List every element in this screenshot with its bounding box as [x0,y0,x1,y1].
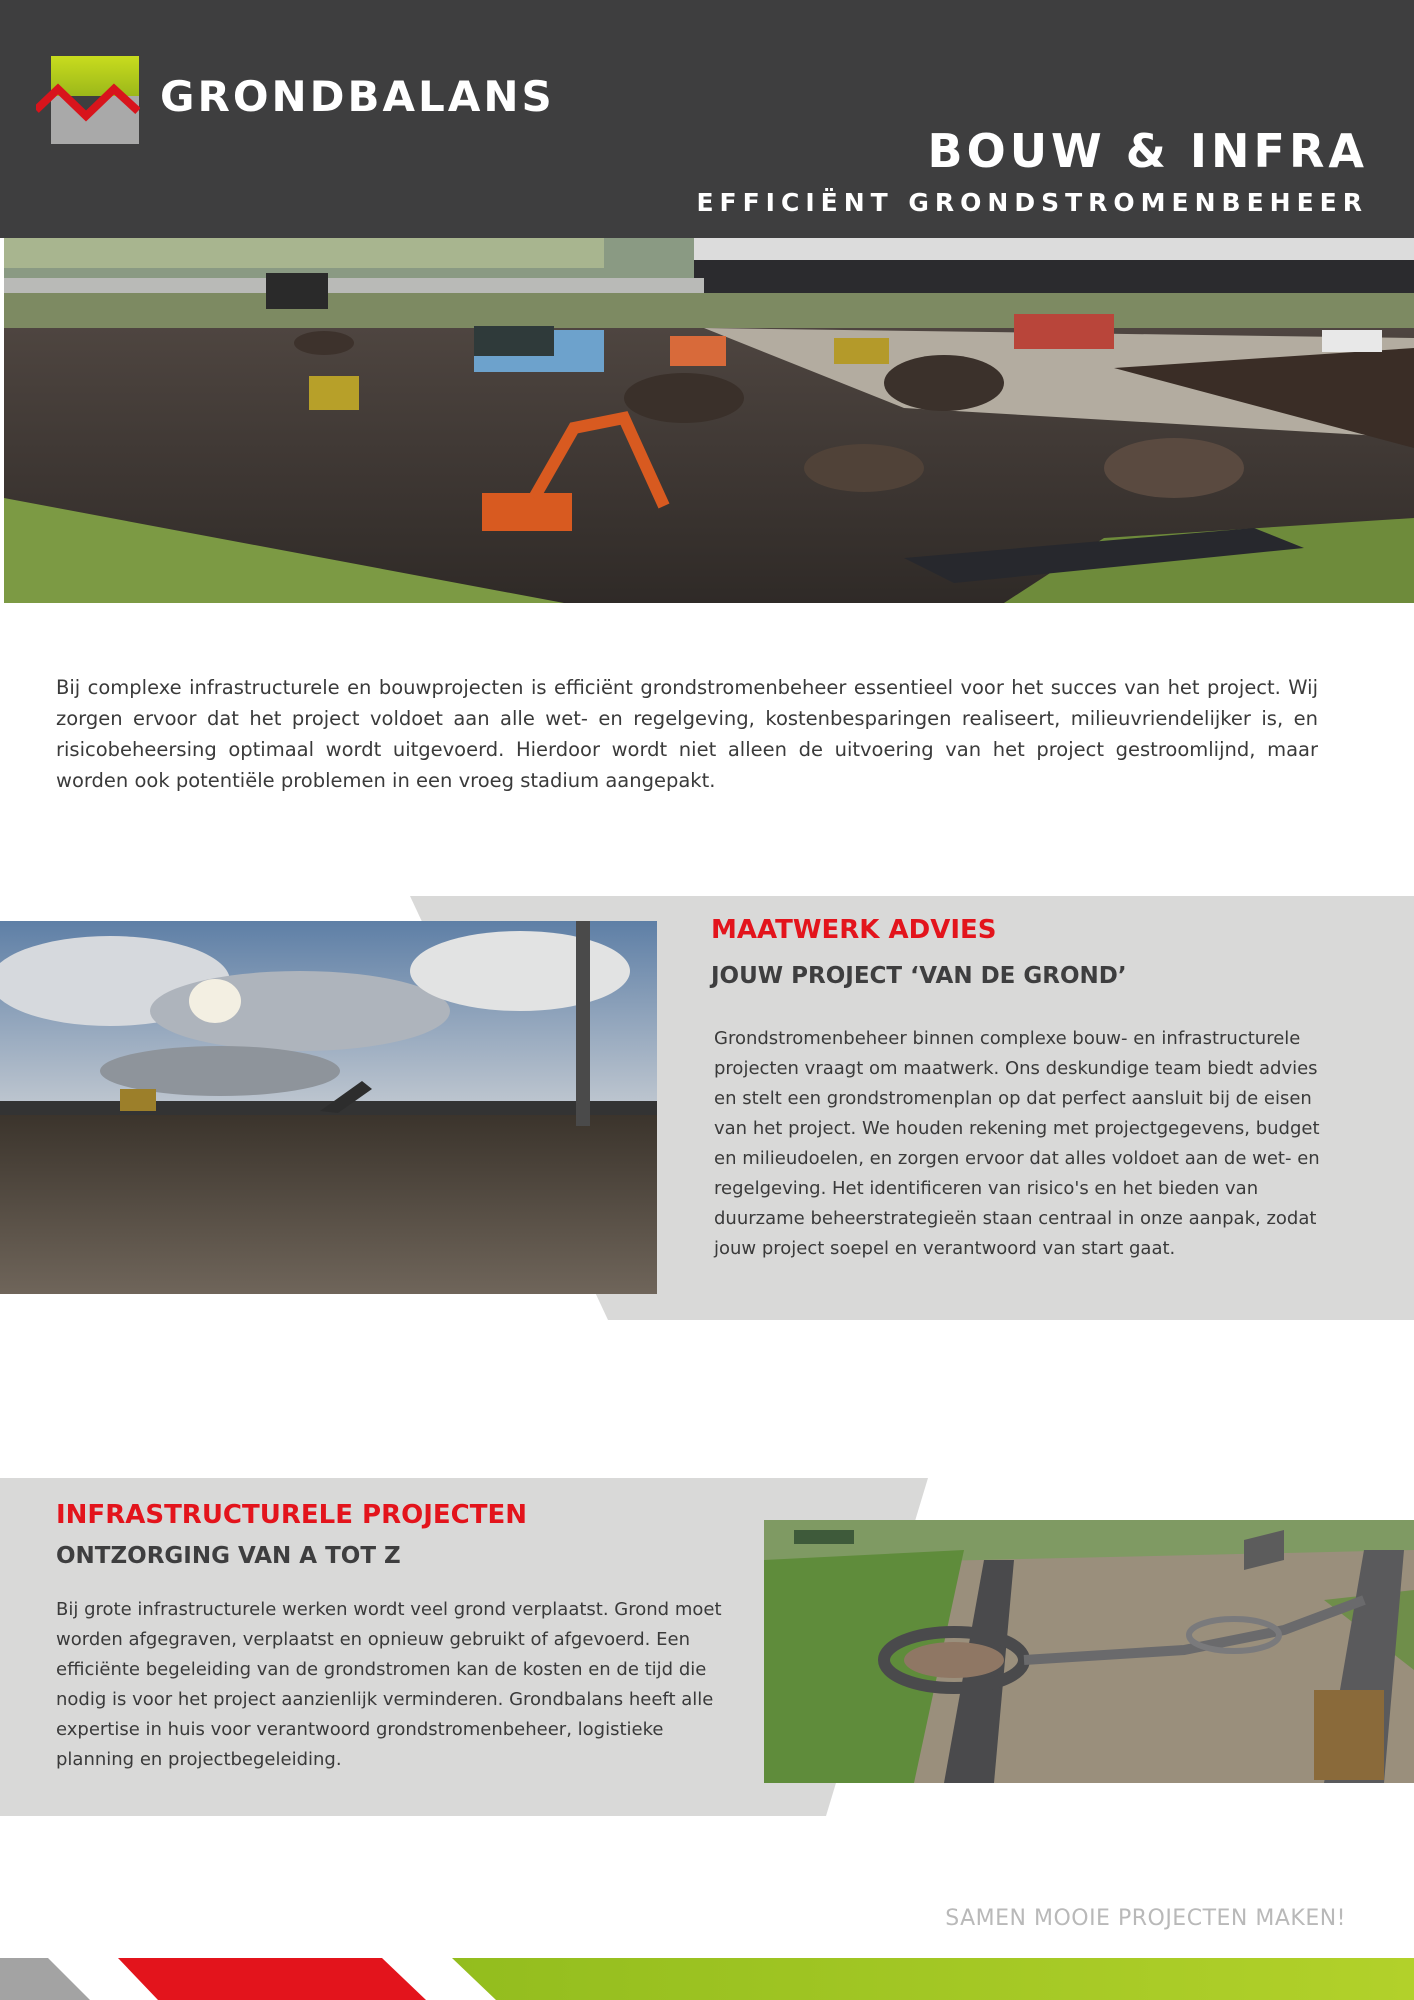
infra-title: INFRASTRUCTURELE PROJECTEN [56,1500,527,1530]
hero-photo [4,238,1414,603]
footer-slogan: SAMEN MOOIE PROJECTEN MAKEN! [945,1906,1346,1931]
infra-body: Bij grote infrastructurele werken wordt veel grond verplaatst. Grond moet worden afgegraven, verplaatst en opnieuw gebruikt of afgevoerd. Een efficiënte begeleiding van de grondstromen kan de kosten en de tijd die nodig is voor het project aanzienlijk verminderen. Grondbalans heeft alle expertise in huis voor verantwoord grondstromenbeheer, logistieke planning en projectbegeleiding. [56,1599,722,1770]
grondbalans-logo-icon [36,56,140,144]
infra-subtitle: ONTZORGING VAN A TOT Z [56,1543,401,1569]
page-title: BOUW & INFRA [927,124,1368,178]
roundabout-aerial-photo [764,1520,1414,1783]
brand-name: GRONDBALANS [160,72,555,121]
maatwerk-title: MAATWERK ADVIES [711,915,997,945]
maatwerk-body: Grondstromenbeheer binnen complexe bouw- en infrastructurele projecten vraagt om maatwerk. Ons deskundige team biedt advies en stelt een grondstromenplan op dat perfect aansluit bij de eisen van het project. We houden rekening met projectgegevens, budget en milieudoelen, en zorgen ervoor dat alles voldoet aan de wet- en regelgeving. Het identificeren van risico's en het bieden van duurzame beheerstrategieën staan centraal in onze aanpak, zodat jouw project soepel en verantwoord van start gaat. [714,1028,1320,1259]
footer-stripes [0,1958,1414,2000]
page-subtitle: EFFICIËNT GRONDSTROMENBEHEER [696,188,1368,217]
sky-field-photo [0,921,657,1294]
page-header [0,0,1414,238]
intro-text: Bij complexe infrastructurele en bouwprojecten is efficiënt grondstromenbeheer essentieel voor het succes van het project. Wij zorgen ervoor dat het project voldoet aan alle wet- en regelgeving, kostenbesparingen realiseert, milieuvriendelijker is, en risicobeheersing optimaal wordt uitgevoerd. Hierdoor wordt niet alleen de uitvoering van het project gestroomlijnd, maar worden ook potentiële problemen in een vroeg stadium aangepakt. [56,676,1318,792]
maatwerk-subtitle: JOUW PROJECT ‘VAN DE GROND’ [711,963,1127,989]
